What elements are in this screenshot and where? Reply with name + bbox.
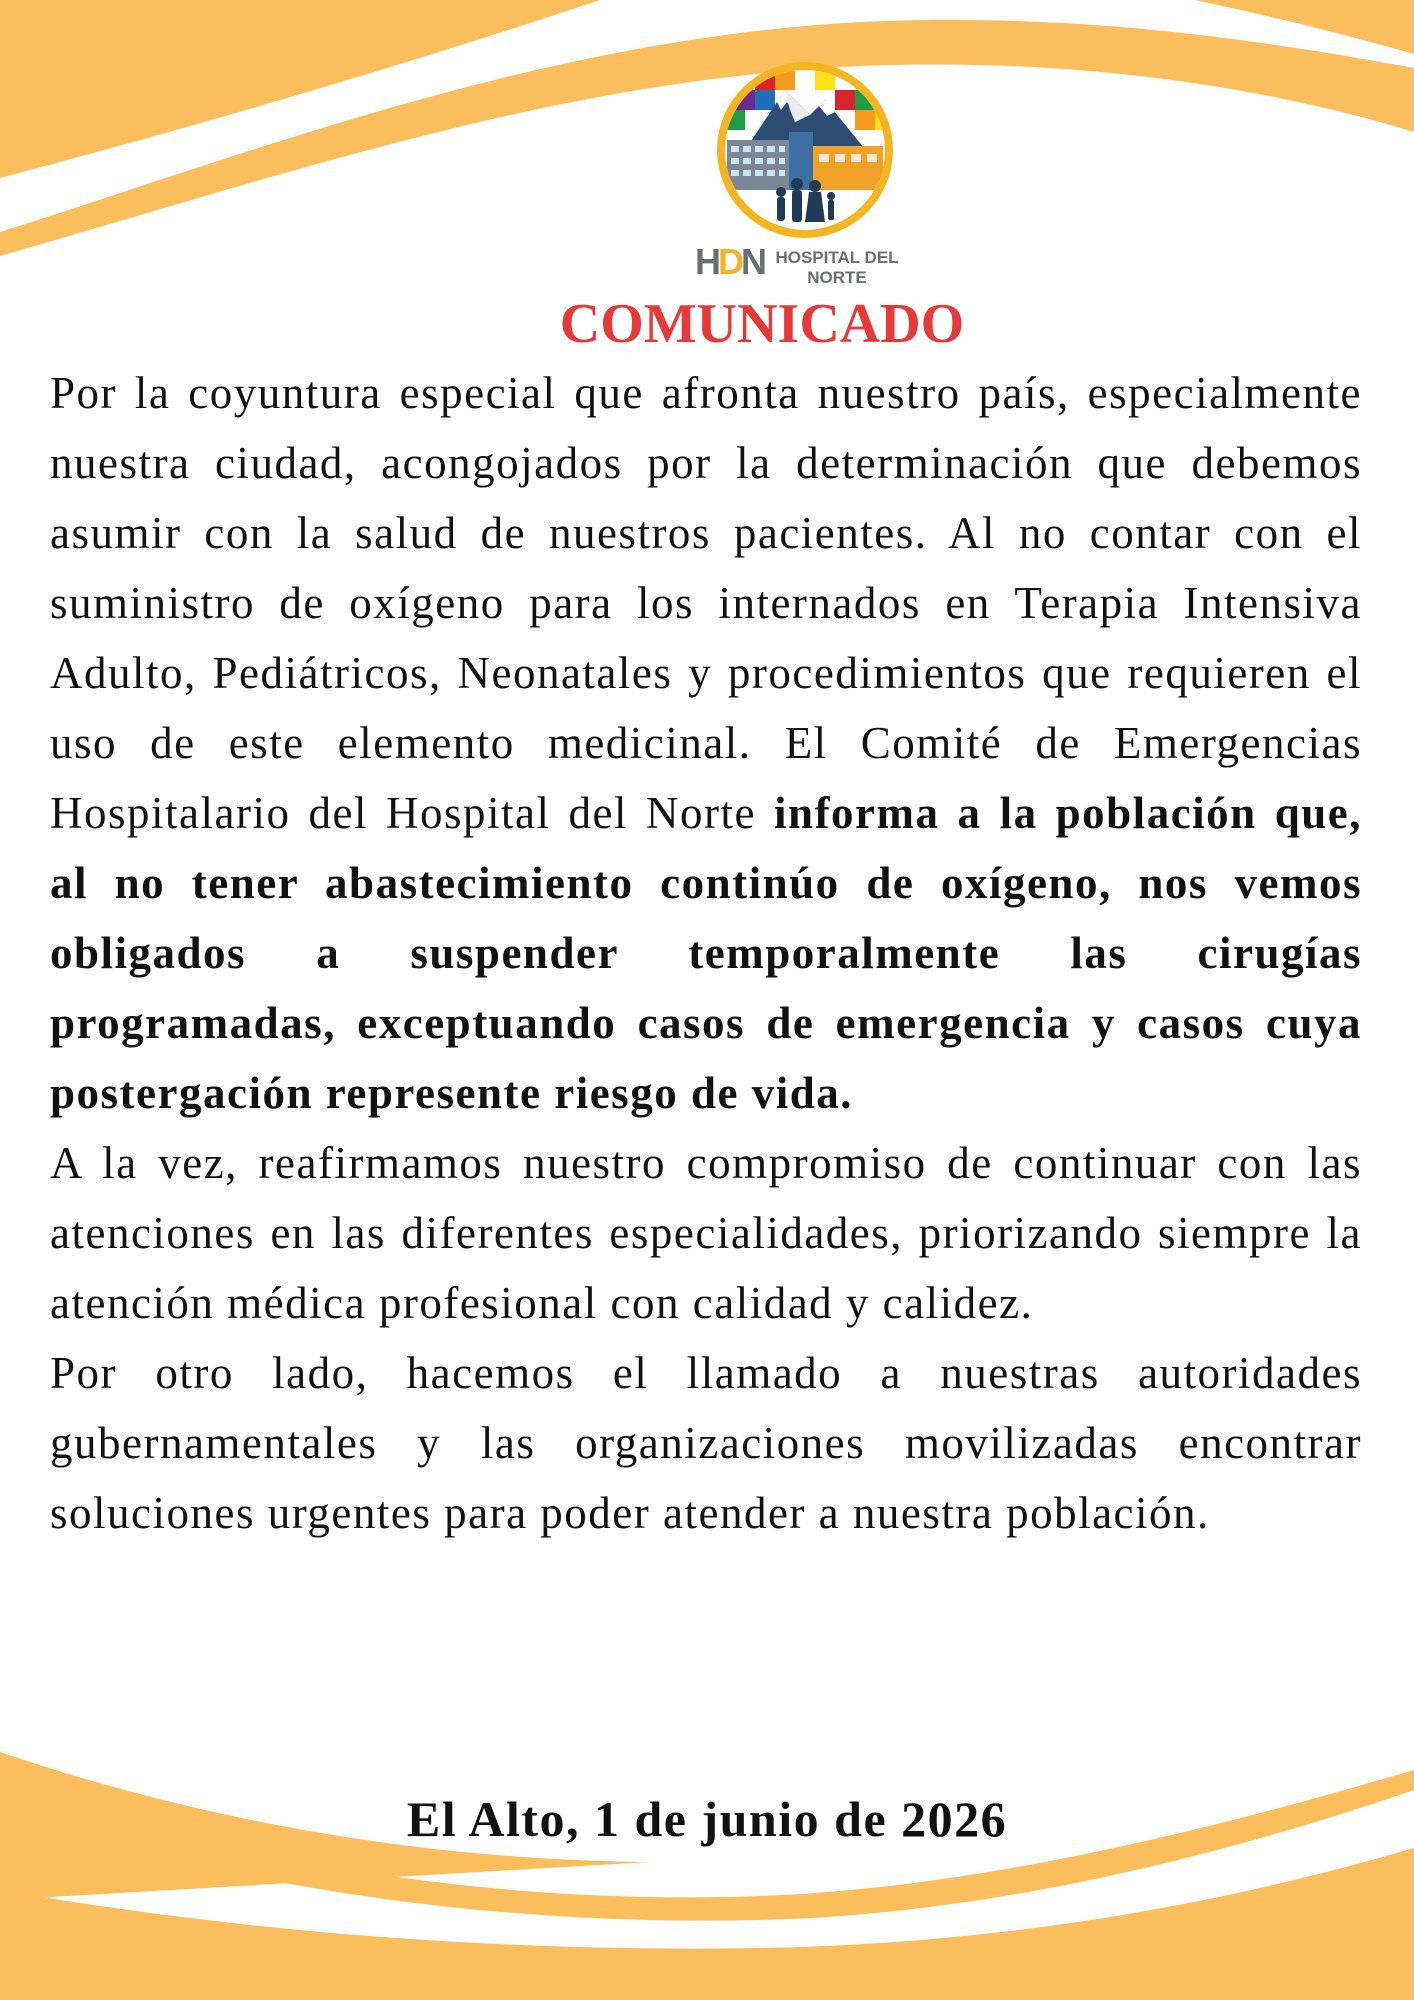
paragraph-3: Por otro lado, hacemos el llamado a nuestras autoridades gubernamentales y las organizaciones movilizadas encontrar soluciones urgentes para poder atender a nuestra población. bbox=[50, 1348, 1362, 1538]
paragraph-1-normal: Por la coyuntura especial que afronta nuestro país, especialmente nuestra ciudad, acongojados por la determinación que debemos asumir con la salud de nuestros pacientes. Al no contar con el suministro de oxígeno para los internados en Terapia Intensiva Adulto, Pediátricos, Neonatales y procedimientos que requieren el uso de este elemento medicinal. El Comité de Emergencias Hospitalario del Hospital del Norte bbox=[50, 368, 1362, 838]
paragraph-2: A la vez, reafirmamos nuestro compromiso de continuar con las atenciones en las diferentes especialidades, priorizando siempre la atención médica profesional con calidad y calidez. bbox=[50, 1138, 1362, 1328]
hospital-badge-icon bbox=[715, 60, 895, 240]
paragraph-1 bbox=[50, 358, 1362, 1128]
hospital-name-line1: HOSPITAL DEL bbox=[775, 248, 899, 267]
hospital-name-line2: NORTE bbox=[807, 268, 867, 287]
dateline: El Alto, 1 de junio de 2026 bbox=[406, 1791, 1008, 1847]
hospital-wordmark bbox=[690, 236, 920, 286]
hdn-monogram: HDN bbox=[695, 241, 764, 282]
hospital-logo bbox=[690, 60, 920, 285]
document-title: COMUNICADO bbox=[559, 293, 965, 355]
paragraph-1-bold: informa a la población que, al no tener abastecimiento continúo de oxígeno, nos vemos obligados a suspender temporalmente las cirugías programadas, exceptuando casos de emergencia y casos cuya postergación represente riesgo de vida. bbox=[50, 788, 1363, 1118]
hospital-name bbox=[762, 248, 912, 288]
communique-body bbox=[50, 358, 1362, 1548]
